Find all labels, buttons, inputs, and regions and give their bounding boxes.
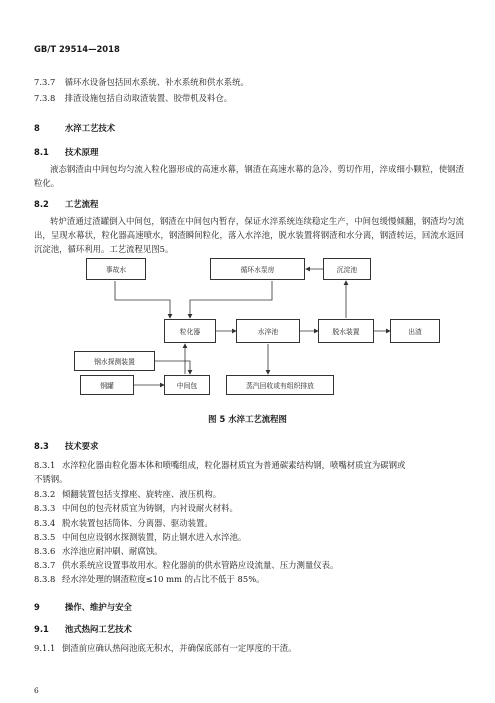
clause-8-3-3 (34, 502, 464, 515)
clause-text: 排渣设施包括自动取渣装置、胶带机及料仓。 (64, 93, 233, 103)
section-8-1-heading (34, 146, 98, 158)
section-9-1-heading (34, 623, 132, 635)
clause-number: 9.1.1 (34, 643, 56, 653)
page-number: 6 (34, 686, 39, 695)
clause-text: 中间包应设钢水探测装置，防止钢水进入水淬池。 (62, 532, 247, 542)
box-granulator: 粒化器 (164, 319, 216, 343)
section-title: 工艺流程 (64, 199, 99, 209)
box-quench-pool: 水淬池 (236, 319, 300, 343)
clause-8-3-4 (34, 517, 464, 530)
section-number: 9 (34, 602, 40, 612)
box-accident-water: 事故水 (86, 258, 146, 280)
clause-text: 倾翻装置包括支撑座、旋转座、液压机构。 (62, 489, 222, 499)
clause-number: 8.3.3 (34, 503, 56, 513)
clause-text: 脱水装置包括筒体、分离器、驱动装置。 (62, 518, 213, 528)
section-number: 8.2 (34, 199, 49, 209)
section-8-1-body: 液态钢渣由中间包均匀流入粒化器形成的高速水幕，钢渣在高速水幕的急冷、剪切作用，淬成细小颗粒，使钢渣粒化。 (34, 164, 464, 188)
figure-caption: 图 5 水淬工艺流程图 (208, 414, 287, 424)
clause-text: 供水系统应设置事故用水。粒化器前的供水管路应设流量、压力测量仪表。 (62, 560, 339, 570)
clause-number: 8.3.5 (34, 532, 56, 542)
clause-8-3-5 (34, 531, 464, 544)
box-steam-recovery: 蒸汽回收或有组织排放 (226, 375, 334, 395)
clause-number: 8.3.6 (34, 546, 56, 556)
clause-8-3-1 (34, 458, 464, 486)
section-title: 池式热闷工艺技术 (64, 624, 132, 634)
clause-text: 水淬粒化器由粒化器本体和喷嘴组成，粒化器材质宜为普通碳素结构钢，喷嘴材质宜为碳钢或 (62, 460, 406, 470)
clause-number: 8.3.8 (34, 574, 56, 584)
clause-continuation: 不锈钢。 (34, 474, 68, 484)
connector-water-to-granulator (115, 281, 170, 318)
clause-text: 经水淬处理的钢渣粒度≤10 mm 的占比不低于 85%。 (62, 574, 265, 584)
section-8-2-heading (34, 198, 98, 210)
section-title: 水淬工艺技术 (64, 123, 116, 133)
box-tundish: 中间包 (164, 375, 210, 395)
box-sediment-pool: 沉淀池 (323, 258, 371, 280)
clause-number: 8.3.7 (34, 560, 56, 570)
section-number: 9.1 (34, 624, 49, 634)
section-number: 8.3 (34, 441, 49, 451)
connector-pump-to-granulator (190, 281, 272, 318)
box-steel-detect: 钢水探测装置 (74, 351, 155, 371)
box-ladle: 钢罐 (80, 375, 134, 395)
section-8-2-body: 转炉渣通过渣罐倒入中间包，钢渣在中间包内暂存，保证水淬系统连续稳定生产，中间包缓慢倾翻，钢渣均匀流出，呈现水幕状，粒化器高速喷水，钢渣瞬间粒化，落入水淬池，脱水装置将钢渣和水分离，钢渣转运，回流水返回沉淀池，循环利用。工艺流程见图5。 (34, 216, 464, 254)
clause-text: 中间包的包壳材质宜为铸钢，内衬设耐火材料。 (62, 503, 238, 513)
clause-number: 7.3.7 (34, 77, 56, 87)
clause-text: 水淬池应耐冲刷、耐腐蚀。 (62, 546, 163, 556)
clause-8-3-8 (34, 573, 464, 586)
clause-9-1-1 (34, 642, 464, 655)
clause-8-3-6 (34, 545, 464, 558)
section-title: 技术原理 (64, 147, 99, 157)
clause-number: 8.3.2 (34, 489, 56, 499)
clause-number: 8.3.1 (34, 460, 56, 470)
clause-8-3-2 (34, 488, 464, 501)
section-number: 8 (34, 123, 40, 133)
box-pump-room: 循环水泵房 (210, 258, 305, 280)
clause-8-3-7 (34, 559, 464, 572)
page-header: GB/T 29514—2018 (34, 44, 120, 54)
section-9-heading (34, 601, 132, 613)
section-title: 操作、维护与安全 (64, 602, 132, 612)
clause-text: 倒渣前应确认热闷池底无积水，并确保底部有一定厚度的干渣。 (62, 643, 297, 653)
clause-7-3-8 (34, 92, 464, 105)
clause-7-3-7 (34, 76, 464, 89)
connector-detect-to-tundish (155, 361, 190, 374)
section-title: 技术要求 (64, 441, 99, 451)
clause-number: 7.3.8 (34, 93, 56, 103)
section-8-heading (34, 122, 115, 134)
section-8-3-heading (34, 440, 98, 452)
box-slag-out: 出渣 (390, 319, 440, 343)
clause-text: 循环水设备包括回水系统、补水系统和供水系统。 (64, 77, 249, 87)
clause-number: 8.3.4 (34, 518, 56, 528)
section-number: 8.1 (34, 147, 49, 157)
box-dewater: 脱水装置 (318, 319, 374, 343)
